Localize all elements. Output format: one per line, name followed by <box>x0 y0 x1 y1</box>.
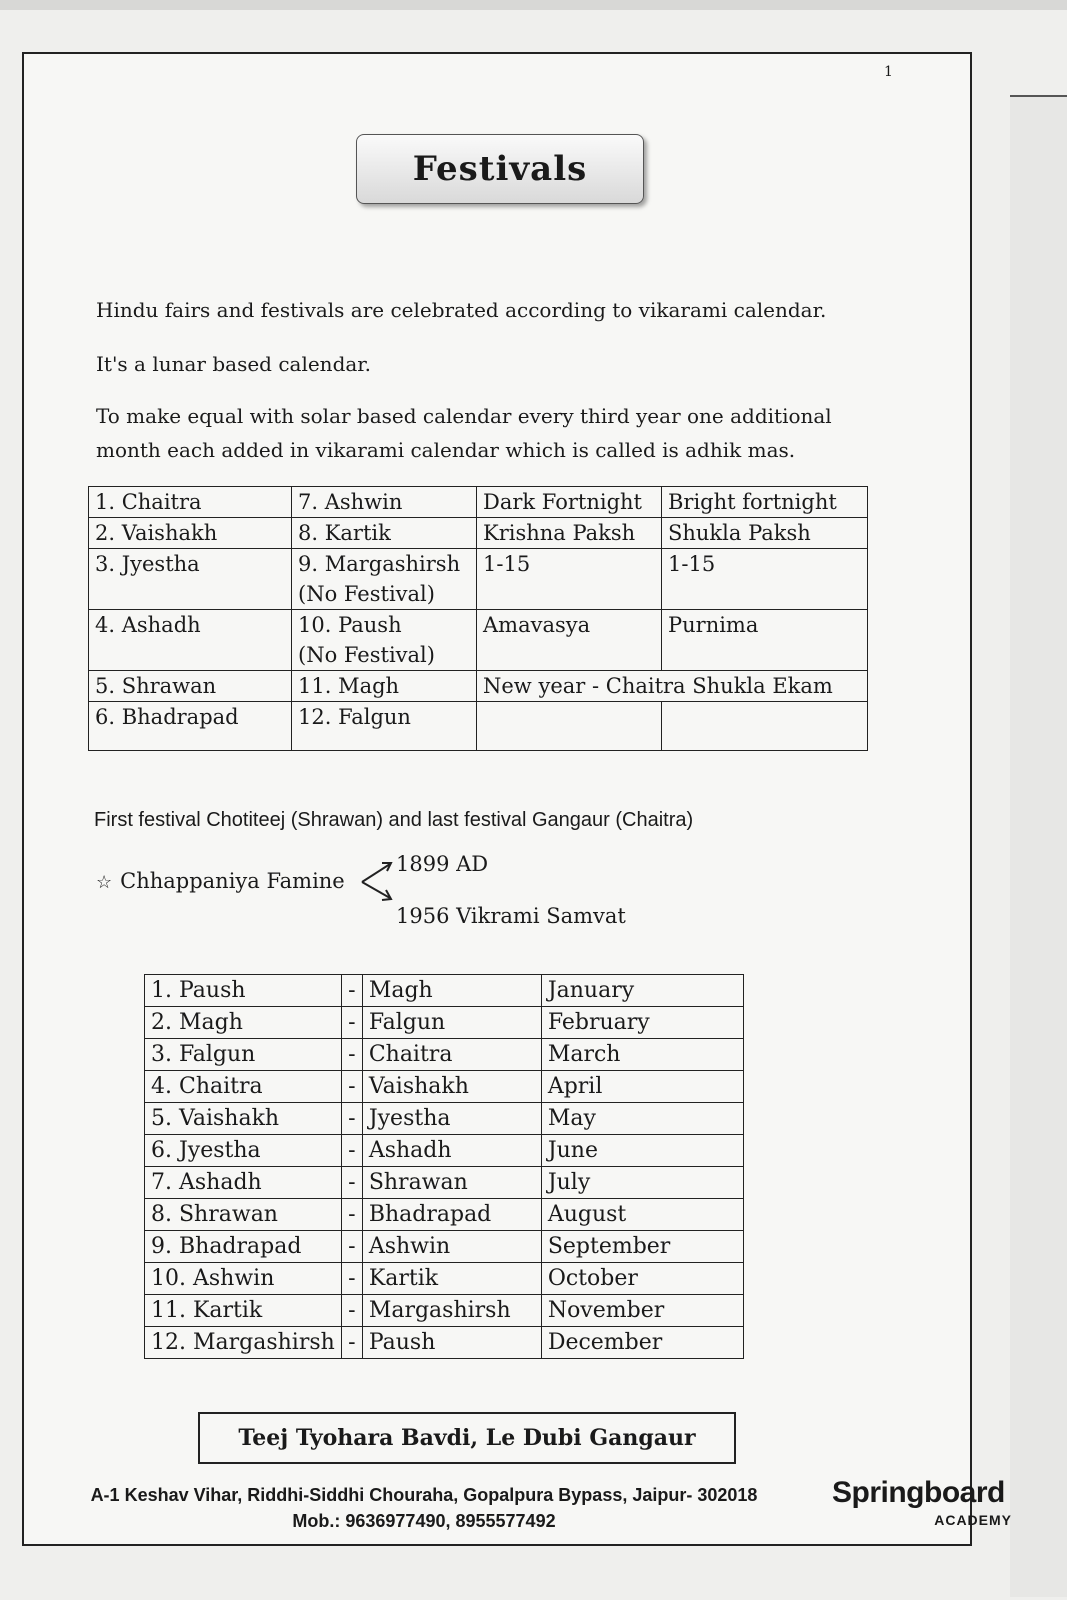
page-number: 1 <box>884 64 893 80</box>
table-cell: 6. Jyestha <box>145 1135 342 1167</box>
footer-address: A-1 Keshav Vihar, Riddhi-Siddhi Chouraha, Gopalpura Bypass, Jaipur- 302018 <box>90 1485 758 1505</box>
dash-cell: - <box>341 1071 362 1103</box>
dark-end: Amavasya <box>477 610 662 671</box>
table-row <box>145 1167 744 1199</box>
table-row <box>145 1199 744 1231</box>
page-title: Festivals <box>412 149 588 189</box>
table-cell-empty <box>662 702 868 751</box>
table-cell: 6. Bhadrapad <box>89 702 292 751</box>
next-page-edge <box>1010 95 1067 1597</box>
cell-line: 10. Paush <box>298 613 402 637</box>
table-row <box>145 975 744 1007</box>
table-cell: August <box>541 1199 743 1231</box>
table-cell: 11. Kartik <box>145 1295 342 1327</box>
dash-cell: - <box>341 1007 362 1039</box>
title-box <box>356 134 644 204</box>
table-cell: January <box>541 975 743 1007</box>
table-cell: 12. Falgun <box>292 702 477 751</box>
table-cell: July <box>541 1167 743 1199</box>
bright-days: 1-15 <box>662 549 868 610</box>
mapping-table-body <box>145 975 744 1359</box>
famine-ad-year: 1899 AD <box>396 852 489 876</box>
table-cell: 1. Chaitra <box>89 487 292 518</box>
table-cell: 7. Ashadh <box>145 1167 342 1199</box>
table-cell: Vaishakh <box>362 1071 541 1103</box>
table-cell: 3. Falgun <box>145 1039 342 1071</box>
table-cell: February <box>541 1007 743 1039</box>
month-fortnight-table <box>88 486 868 751</box>
table-cell: April <box>541 1071 743 1103</box>
table-row <box>89 702 868 751</box>
table-cell: Paush <box>362 1327 541 1359</box>
dash-cell: - <box>341 1199 362 1231</box>
table-cell: 4. Ashadh <box>89 610 292 671</box>
table-cell: 1. Paush <box>145 975 342 1007</box>
table-row <box>145 1263 744 1295</box>
table-row <box>145 1327 744 1359</box>
table-cell: Bhadrapad <box>362 1199 541 1231</box>
table-row <box>145 1295 744 1327</box>
famine-label: Chhappaniya Famine <box>120 869 345 893</box>
logo-sub: ACADEMY <box>934 1512 1012 1528</box>
bright-fortnight-name: Shukla Paksh <box>662 518 868 549</box>
intro-line-3a: To make equal with solar based calendar every third year one additional <box>96 404 832 428</box>
table-cell: May <box>541 1103 743 1135</box>
intro-line-2: It's a lunar based calendar. <box>96 352 372 376</box>
table-cell: 2. Magh <box>145 1007 342 1039</box>
saying-box: Teej Tyohara Bavdi, Le Dubi Gangaur <box>198 1412 736 1464</box>
dark-fortnight-header: Dark Fortnight <box>477 487 662 518</box>
intro-line-1: Hindu fairs and festivals are celebrated according to vikarami calendar. <box>96 298 827 322</box>
dash-cell: - <box>341 1327 362 1359</box>
new-year-cell: New year - Chaitra Shukla Ekam <box>477 671 868 702</box>
dash-cell: - <box>341 1263 362 1295</box>
table-cell <box>292 610 477 671</box>
table-cell: Chaitra <box>362 1039 541 1071</box>
table-cell: Kartik <box>362 1263 541 1295</box>
dash-cell: - <box>341 1103 362 1135</box>
dash-cell: - <box>341 975 362 1007</box>
document-page <box>22 52 1012 1546</box>
table-row <box>145 1135 744 1167</box>
table-cell: Ashwin <box>362 1231 541 1263</box>
table-row <box>145 1007 744 1039</box>
table-cell: December <box>541 1327 743 1359</box>
bright-fortnight-header: Bright fortnight <box>662 487 868 518</box>
table-cell: 4. Chaitra <box>145 1071 342 1103</box>
table-cell: 12. Margashirsh <box>145 1327 342 1359</box>
table-row <box>89 518 868 549</box>
table-row <box>145 1231 744 1263</box>
table-cell: 5. Shrawan <box>89 671 292 702</box>
table-row <box>89 549 868 610</box>
intro-line-3b: month each added in vikarami calendar which is called is adhik mas. <box>96 438 796 462</box>
month-mapping-table <box>144 974 744 1359</box>
dash-cell: - <box>341 1135 362 1167</box>
branch-arrows-icon <box>360 854 396 910</box>
top-edge <box>0 0 1067 10</box>
table-cell: 10. Ashwin <box>145 1263 342 1295</box>
table-cell: March <box>541 1039 743 1071</box>
table-row <box>145 1071 744 1103</box>
dash-cell: - <box>341 1039 362 1071</box>
table-row <box>89 671 868 702</box>
table-cell: Shrawan <box>362 1167 541 1199</box>
dash-cell: - <box>341 1295 362 1327</box>
table-cell: September <box>541 1231 743 1263</box>
table-cell: Falgun <box>362 1007 541 1039</box>
footer-mobile: Mob.: 9636977490, 8955577492 <box>292 1511 556 1531</box>
table-cell: Magh <box>362 975 541 1007</box>
table-cell: 2. Vaishakh <box>89 518 292 549</box>
table-row <box>89 487 868 518</box>
festival-line: First festival Chotiteej (Shrawan) and last festival Gangaur (Chaitra) <box>94 809 694 831</box>
table-cell: Jyestha <box>362 1103 541 1135</box>
table-cell: Margashirsh <box>362 1295 541 1327</box>
table-cell: 9. Bhadrapad <box>145 1231 342 1263</box>
cell-line: 9. Margashirsh <box>298 552 461 576</box>
cell-line: (No Festival) <box>298 643 435 667</box>
dark-days: 1-15 <box>477 549 662 610</box>
cell-line: (No Festival) <box>298 582 435 606</box>
table-cell: 3. Jyestha <box>89 549 292 610</box>
dash-cell: - <box>341 1167 362 1199</box>
bright-end: Purnima <box>662 610 868 671</box>
table-cell <box>292 549 477 610</box>
table-cell: 8. Shrawan <box>145 1199 342 1231</box>
logo-brand: Springboard <box>832 1476 1005 1509</box>
table-cell: November <box>541 1295 743 1327</box>
table-row <box>89 610 868 671</box>
dark-fortnight-name: Krishna Paksh <box>477 518 662 549</box>
table-cell-empty <box>477 702 662 751</box>
springboard-logo <box>832 1476 1022 1536</box>
table-cell: 8. Kartik <box>292 518 477 549</box>
table-cell: 5. Vaishakh <box>145 1103 342 1135</box>
table-cell: 11. Magh <box>292 671 477 702</box>
star-icon: ☆ <box>96 872 113 893</box>
famine-label-row <box>96 869 345 893</box>
table-cell: October <box>541 1263 743 1295</box>
table-row <box>145 1039 744 1071</box>
footer-address-block <box>24 1482 824 1534</box>
famine-samvat-year: 1956 Vikrami Samvat <box>396 904 626 928</box>
table-cell: June <box>541 1135 743 1167</box>
table-cell: Ashadh <box>362 1135 541 1167</box>
table-row <box>145 1103 744 1135</box>
dash-cell: - <box>341 1231 362 1263</box>
table-cell: 7. Ashwin <box>292 487 477 518</box>
